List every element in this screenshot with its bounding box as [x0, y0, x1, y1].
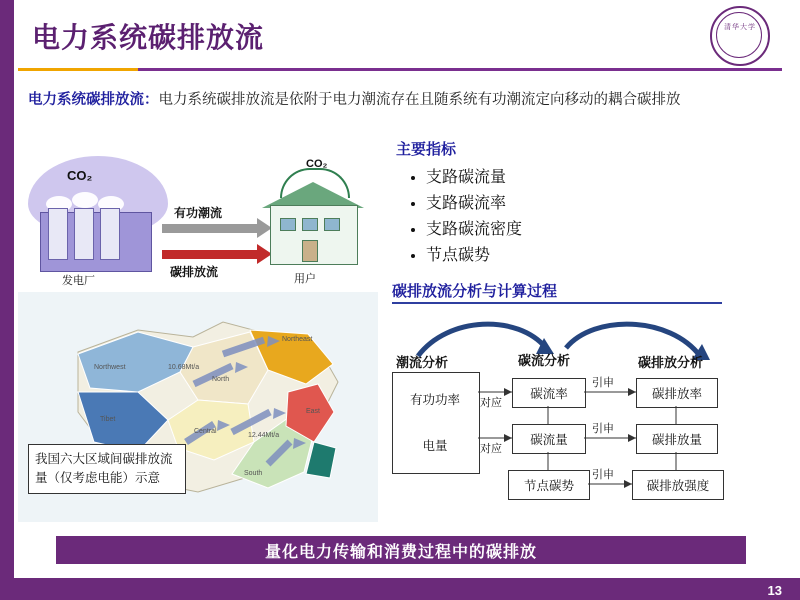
map-region-label: Central — [194, 428, 217, 435]
chimney-icon — [48, 208, 68, 260]
definition-paragraph — [28, 88, 768, 112]
plant-label: 发电厂 — [62, 275, 95, 287]
process-item: 碳排放强度 — [632, 470, 724, 500]
smoke-puff-icon — [72, 192, 98, 208]
list-item: • 节点碳势 — [426, 243, 522, 269]
process-column-title: 碳流分析 — [518, 353, 571, 368]
definition-term: 电力系统碳排放流 — [28, 92, 144, 108]
house-door-icon — [302, 240, 318, 262]
left-accent-bar — [0, 0, 14, 600]
indicators-list — [404, 165, 522, 269]
power-flow-label: 有功潮流 — [174, 206, 223, 220]
process-item: 碳流率 — [512, 378, 586, 408]
logo-inner-ring — [716, 12, 762, 58]
user-label: 用户 — [294, 273, 316, 285]
emission-flow-figure — [22, 150, 372, 290]
co2-source-label: CO₂ — [67, 168, 93, 183]
power-flow-arrow — [162, 224, 258, 233]
process-title-underline — [392, 302, 722, 304]
process-link-label: 引申 — [592, 377, 614, 389]
process-link-label: 对应 — [480, 397, 502, 409]
map-flow-label: 10.68Mt/a — [168, 364, 200, 371]
process-column-title: 潮流分析 — [396, 355, 449, 370]
process-item: 电量 — [402, 432, 468, 458]
process-item: 碳排放量 — [636, 424, 718, 454]
process-link-label: 对应 — [480, 443, 502, 455]
definition-colon: ： — [144, 92, 159, 108]
page-number: 13 — [767, 583, 782, 598]
process-link-label: 引申 — [592, 423, 614, 435]
bottom-accent-bar — [0, 578, 800, 600]
list-item: • 支路碳流量 — [426, 165, 522, 191]
process-item: 节点碳势 — [508, 470, 590, 500]
page-title: 电力系统碳排放流 — [32, 22, 265, 53]
process-item: 碳流量 — [512, 424, 586, 454]
carbon-flow-label: 碳排放流 — [170, 265, 219, 279]
process-item: 碳排放率 — [636, 378, 718, 408]
process-diagram — [388, 308, 778, 518]
chimney-icon — [100, 208, 120, 260]
process-title: 碳排放流分析与计算过程 — [392, 283, 558, 300]
map-region-label: South — [244, 470, 263, 477]
map-region-label: Northeast — [282, 336, 313, 343]
chimney-icon — [74, 208, 94, 260]
map-region-label: North — [212, 376, 230, 383]
footer-banner: 量化电力传输和消费过程中的碳排放 — [56, 536, 746, 564]
map-region-label: East — [306, 408, 321, 415]
title-divider — [18, 68, 782, 71]
indicators-title: 主要指标 — [396, 141, 457, 158]
list-item: • 支路碳流率 — [426, 191, 522, 217]
map-region-label: Tibet — [100, 416, 116, 423]
definition-body: 电力系统碳排放流是依附于电力潮流存在且随系统有功潮流定向移动的耦合碳排放 — [158, 92, 681, 108]
process-connectors — [388, 308, 778, 518]
logo-text: 清华大学 — [724, 24, 756, 31]
university-logo — [710, 6, 770, 66]
co2-user-label: CO₂ — [306, 158, 328, 170]
house-window-icon — [324, 218, 340, 231]
china-region-map-figure — [18, 292, 378, 522]
map-flow-label: 12.44Mt/a — [248, 432, 280, 439]
house-window-icon — [302, 218, 318, 231]
process-link-label: 引申 — [592, 469, 614, 481]
map-region-label: Northwest — [94, 364, 126, 371]
carbon-flow-arrow — [162, 250, 258, 259]
list-item: • 支路碳流密度 — [426, 217, 522, 243]
process-item: 有功功率 — [402, 386, 468, 412]
process-column-title: 碳排放分析 — [638, 355, 704, 370]
house-window-icon — [280, 218, 296, 231]
map-caption: 我国六大区域间碳排放流量（仅考虑电能）示意 — [28, 444, 186, 494]
